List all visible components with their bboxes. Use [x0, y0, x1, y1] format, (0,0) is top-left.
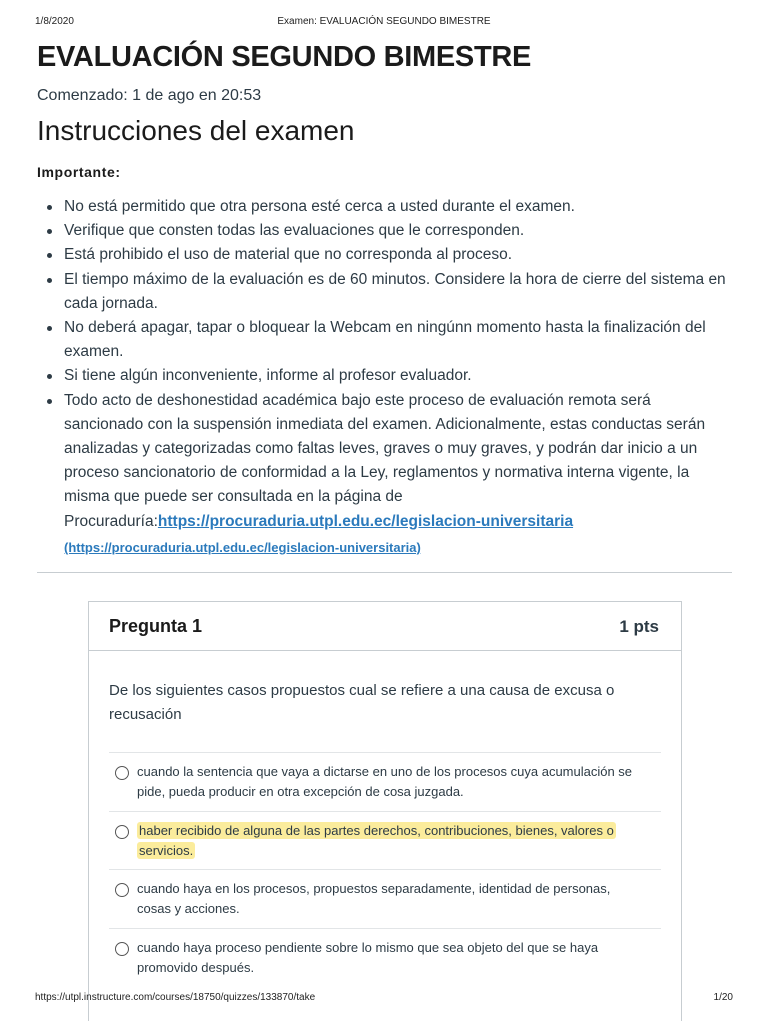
important-label: Importante: [37, 164, 121, 180]
answer-highlight-text: haber recibido de alguna de las partes derechos, contribuciones, bienes, valores o servicios. [139, 822, 614, 858]
rule-item: No deberá apagar, tapar o bloquear la Webcam en ningúnn momento hasta la finalización del examen. [37, 316, 732, 364]
rule-item: Verifique que consten todas las evaluaciones que le corresponden. [37, 219, 732, 243]
rule-item: No está permitido que otra persona esté cerca a usted durante el examen. [37, 195, 732, 219]
rule-item-honesty [37, 389, 732, 560]
answer-label-highlighted [137, 821, 637, 861]
question-text: De los siguientes casos propuestos cual se refiere a una causa de excusa o recusación [109, 682, 615, 723]
question-title: Pregunta 1 [109, 616, 203, 636]
instructions-heading: Instrucciones del examen [37, 115, 355, 146]
answer-label: cuando la sentencia que vaya a dictarse en uno de los procesos cuya acumulación se pide, pueda producir en otra excepción de cosa juzgada. [137, 764, 633, 799]
print-document-title: Examen: EVALUACIÓN SEGUNDO BIMESTRE [277, 16, 491, 27]
rules-list [37, 195, 732, 560]
question-card [88, 601, 682, 1021]
radio-button[interactable] [115, 766, 129, 780]
honesty-rule-text: Todo acto de deshonestidad académica bajo este proceso de evaluación remota será sancionado con la suspensión inmediata del examen. Adicionalmente, estas conductas serán analizadas y categorizadas como faltas leves, graves o muy graves, y podrán dar inicio a un proceso sancionatorio de conformidad a la Ley, reglamentos y normativa interna vigente, la misma que puede ser consultada en la página de Procuraduría: [64, 391, 706, 530]
answer-label: cuando haya en los procesos, propuestos separadamente, identidad de personas, cosas y acciones. [137, 881, 611, 916]
question-header [89, 602, 681, 651]
radio-button[interactable] [115, 942, 129, 956]
answer-option[interactable] [109, 752, 661, 811]
legislation-link[interactable]: https://procuraduria.utpl.edu.ec/legislacion-universitaria [157, 512, 574, 530]
started-timestamp: Comenzado: 1 de ago en 20:53 [37, 87, 262, 104]
rule-item: Está prohibido el uso de material que no corresponda al proceso. [37, 243, 732, 267]
section-divider [37, 572, 732, 573]
answer-option[interactable] [109, 928, 661, 987]
page-number: 1/20 [713, 992, 733, 1003]
page-title: EVALUACIÓN SEGUNDO BIMESTRE [37, 41, 532, 73]
answer-label: cuando haya proceso pendiente sobre lo mismo que sea objeto del que se haya promovido después. [137, 939, 599, 975]
print-header [35, 16, 733, 30]
exam-content [37, 38, 732, 560]
answer-list [109, 752, 661, 986]
radio-button[interactable] [115, 825, 129, 839]
print-url: https://utpl.instructure.com/courses/18750/quizzes/133870/take [35, 992, 316, 1003]
answer-option[interactable] [109, 869, 661, 928]
rule-item: El tiempo máximo de la evaluación es de 60 minutos. Considere la hora de cierre del sistema en cada jornada. [37, 268, 732, 316]
legislation-link-parenthetical[interactable]: (https://procuraduria.utpl.edu.ec/legislacion-universitaria) [64, 539, 421, 555]
print-footer [35, 992, 733, 1006]
radio-button[interactable] [115, 883, 129, 897]
print-date: 1/8/2020 [35, 16, 74, 27]
rule-item: Si tiene algún inconveniente, informe al profesor evaluador. [37, 364, 732, 388]
answer-option-highlighted[interactable] [109, 811, 661, 870]
question-points: 1 pts [619, 617, 659, 636]
